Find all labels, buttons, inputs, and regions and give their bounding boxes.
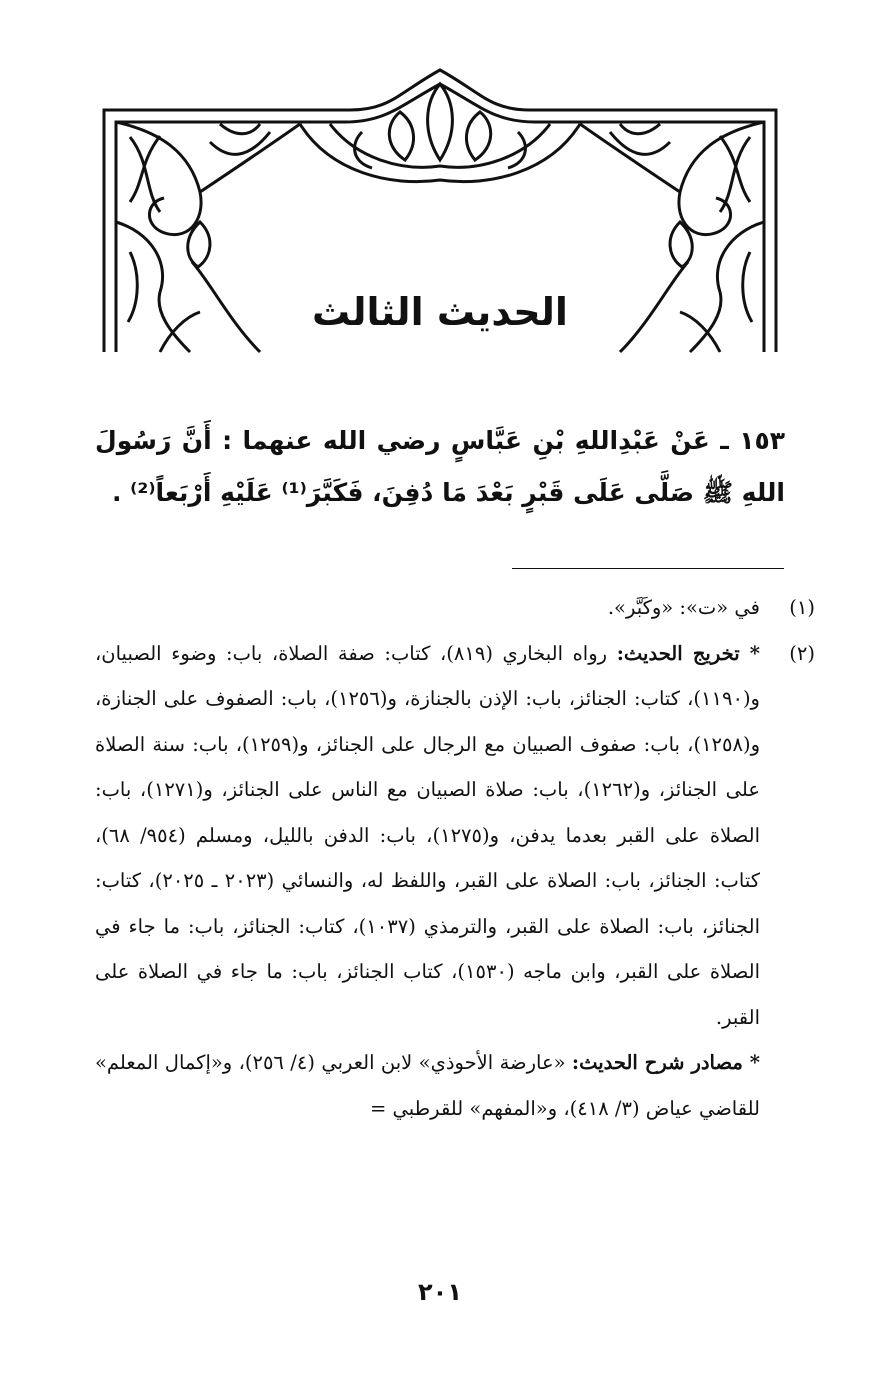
footnote-2	[95, 631, 815, 1041]
page-number: ٢٠١	[418, 1278, 462, 1306]
footnote-body	[95, 631, 760, 1041]
commentary-sources	[95, 1040, 760, 1131]
footnotes	[95, 585, 815, 1131]
hadith-takhrij-text: رواه البخاري (٨١٩)، كتاب: صفة الصلاة، باب: وضوء الصبيان، و(١١٩٠)، كتاب: الجنائز، باب: الإذن بالجنازة، و(١٢٥٦)، باب: الصفوف على الجنازة، و(١٢٥٨)، باب: صفوف الصبيان مع الرجال على الجنائز، و(١٢٥٩)، باب: سنة الصلاة على الجنائز، و(١٢٦٢)، باب: صلاة الصبيان مع الناس على الجنائز، و(١٢٧١)، باب: الصلاة على القبر بعدما يدفن، و(١٢٧٥)، باب: الدفن بالليل، ومسلم (٩٥٤/ ٦٨)، كتاب: الجنائز، باب: الصلاة على القبر، واللفظ له، والنسائي (٢٠٢٣ ـ ٢٠٢٥)، كتاب: الجنائز، باب: الصلاة على القبر، والترمذي (١٠٣٧)، كتاب: الجنائز، باب: ما جاء في الصلاة على القبر، وابن ماجه (١٥٣٠)، كتاب الجنائز، باب: ما جاء في الصلاة على القبر.	[95, 641, 761, 1029]
footnote-text: في «ت»: «وكَبَّر».	[607, 596, 760, 619]
hadith-text: ١٥٣ ـ عَنْ عَبْدِاللهِ بْنِ عَبَّاسٍ رضي الله عنهما : أَنَّ رَسُولَ اللهِ ﷺ صَلَّى عَلَى قَبْرٍ بَعْدَ مَا دُفِنَ، فَكَبَّرَ⁽¹⁾ عَلَيْهِ أَرْبَعاً⁽²⁾ .	[95, 426, 785, 507]
chapter-title: الحديث الثالث	[312, 290, 568, 334]
commentary-sources-text: «عارضة الأحوذي» لابن العربي (٤/ ٢٥٦)، و«إكمال المعلم» للقاضي عياض (٣/ ٤١٨)، و«المفهم» للقرطبي =	[95, 1051, 760, 1120]
commentary-sources-label: * مصادر شرح الحديث:	[571, 1051, 761, 1074]
footnote-1	[95, 585, 815, 631]
footnote-number: (١)	[789, 596, 815, 619]
footnote-number: (٢)	[789, 641, 815, 665]
hadith-takhrij-label: * تخريج الحديث:	[616, 641, 761, 665]
footnote-separator	[512, 568, 784, 569]
